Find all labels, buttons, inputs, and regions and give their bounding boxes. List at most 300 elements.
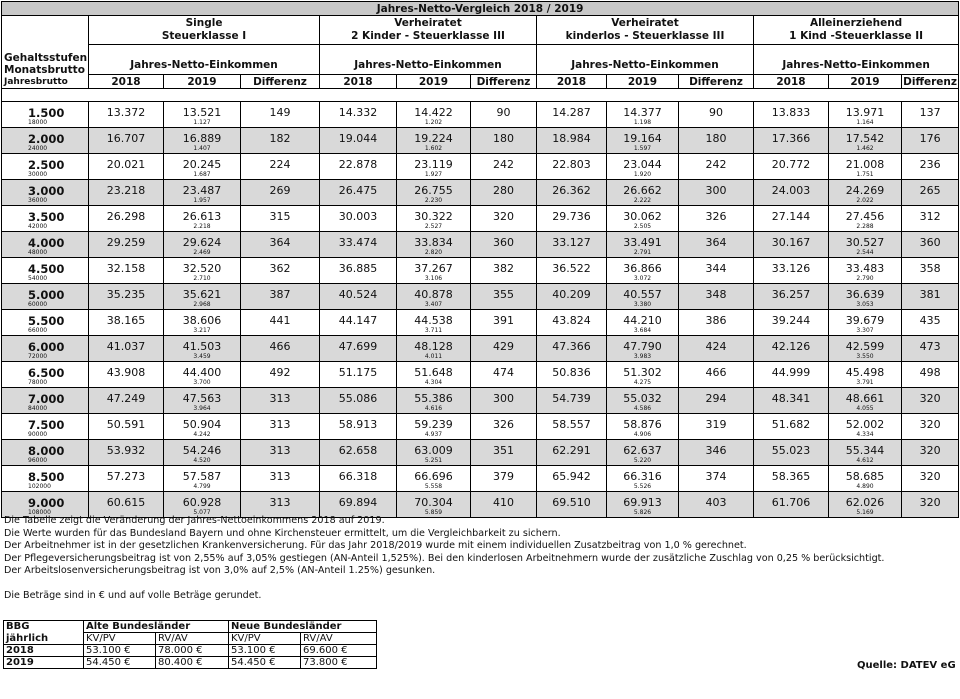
difference-cell — [902, 180, 959, 206]
net-2018-cell — [89, 388, 164, 414]
salary-level-cell — [2, 154, 89, 180]
difference-cell — [471, 102, 537, 128]
net-2019-monthly: 5.826 — [633, 509, 652, 516]
net-2019-value: 33.483 — [845, 262, 885, 275]
net-2019-cell — [164, 492, 241, 518]
salary-level-cell — [2, 180, 89, 206]
net-2019-cell — [164, 440, 241, 466]
net-2019-cell — [164, 128, 241, 154]
net-2019-monthly: 3.983 — [633, 353, 652, 360]
net-2019-value: 26.755 — [414, 184, 453, 197]
net-2018-cell — [320, 336, 397, 362]
difference-value: 424 — [705, 340, 727, 353]
difference-cell — [679, 362, 754, 388]
group-sub: 2 Kinder - Steuerklasse III — [351, 30, 505, 42]
net-2018-value: 51.682 — [771, 418, 811, 431]
group-name: Alleinerziehend — [809, 17, 903, 29]
net-2018-cell — [537, 388, 607, 414]
net-2019-monthly: 4.890 — [856, 483, 874, 490]
difference-cell — [471, 414, 537, 440]
salary-level-cell — [2, 362, 89, 388]
net-2018-value: 47.366 — [552, 340, 591, 353]
difference-cell — [471, 232, 537, 258]
net-2019-value: 27.456 — [845, 210, 885, 223]
difference-value: 180 — [705, 132, 727, 145]
table-row — [2, 128, 959, 154]
difference-cell — [679, 466, 754, 492]
net-2018-value: 26.475 — [338, 184, 378, 197]
note-line: Die Tabelle zeigt die Veränderung der Jahres-Nettoeinkommens 2018 auf 2019. — [4, 515, 385, 526]
net-2019-monthly: 1.957 — [193, 197, 211, 204]
difference-cell — [471, 362, 537, 388]
difference-value: 300 — [705, 184, 727, 197]
net-2019-cell — [397, 310, 471, 336]
comparison-table-container — [1, 1, 958, 518]
net-2019-monthly: 2.218 — [193, 223, 211, 230]
net-2019-monthly: 4.520 — [193, 457, 211, 464]
subheader-net-income: Jahres-Netto-Einkommen — [537, 45, 754, 75]
net-2018-cell — [537, 258, 607, 284]
net-2019-cell — [164, 466, 241, 492]
year-2018-header: 2018 — [89, 75, 164, 89]
monthly-gross: 3.000 — [28, 184, 65, 198]
net-2018-cell — [537, 102, 607, 128]
net-2019-monthly: 1.602 — [424, 145, 443, 152]
difference-value: 473 — [919, 340, 941, 353]
net-2019-cell — [607, 492, 679, 518]
difference-cell — [471, 154, 537, 180]
net-2019-value: 58.876 — [623, 418, 662, 431]
difference-value: 348 — [705, 288, 727, 301]
difference-cell — [241, 440, 320, 466]
net-2019-value: 54.246 — [182, 444, 222, 457]
difference-value: 360 — [493, 236, 514, 249]
salary-level-cell — [2, 102, 89, 128]
net-2019-cell — [829, 154, 902, 180]
net-2018-cell — [89, 362, 164, 388]
net-2018-cell — [754, 336, 829, 362]
table-row — [2, 284, 959, 310]
salary-level-cell — [2, 414, 89, 440]
net-2019-cell — [164, 388, 241, 414]
difference-value: 280 — [493, 184, 514, 197]
difference-header: Differenz — [241, 75, 320, 89]
difference-cell — [902, 232, 959, 258]
annual-gross: 108000 — [28, 509, 51, 516]
net-2018-value: 41.037 — [106, 340, 146, 353]
net-2018-cell — [754, 466, 829, 492]
net-2019-value: 32.520 — [182, 262, 222, 275]
monthly-gross: 8.500 — [28, 470, 65, 484]
net-2019-value: 44.400 — [182, 366, 222, 379]
net-2018-value: 17.366 — [771, 132, 811, 145]
net-2019-monthly: 4.055 — [856, 405, 874, 412]
difference-cell — [902, 388, 959, 414]
net-2019-value: 13.971 — [845, 106, 885, 119]
net-2019-cell — [607, 102, 679, 128]
net-2019-cell — [397, 440, 471, 466]
net-2018-value: 14.287 — [552, 106, 591, 119]
net-2018-value: 26.298 — [106, 210, 146, 223]
difference-cell — [902, 336, 959, 362]
group-sub: 1 Kind -Steuerklasse II — [789, 30, 924, 42]
net-2019-cell — [164, 362, 241, 388]
difference-value: 294 — [705, 392, 727, 405]
net-2018-value: 33.474 — [338, 236, 378, 249]
net-2019-value: 57.587 — [182, 470, 222, 483]
difference-cell — [902, 310, 959, 336]
table-row — [2, 232, 959, 258]
difference-value: 265 — [919, 184, 941, 197]
spacer-row — [2, 89, 959, 102]
net-2018-value: 44.999 — [771, 366, 811, 379]
net-2019-monthly: 4.612 — [856, 457, 874, 464]
difference-value: 344 — [705, 262, 727, 275]
difference-cell — [902, 284, 959, 310]
net-2018-cell — [754, 362, 829, 388]
difference-cell — [471, 180, 537, 206]
bbg-value: 53.100 € — [229, 645, 301, 657]
net-2019-cell — [607, 154, 679, 180]
year-2018-header: 2018 — [537, 75, 607, 89]
net-2018-value: 16.707 — [106, 132, 146, 145]
bbg-value: 80.400 € — [156, 657, 229, 669]
group-name: Single — [185, 17, 223, 29]
net-2018-cell — [754, 310, 829, 336]
net-2018-value: 29.736 — [552, 210, 591, 223]
difference-cell — [241, 128, 320, 154]
difference-cell — [241, 466, 320, 492]
net-2019-monthly: 3.217 — [193, 327, 211, 334]
net-2019-monthly: 4.906 — [633, 431, 652, 438]
source-label: Quelle: DATEV eG — [857, 660, 956, 671]
net-2018-value: 51.175 — [338, 366, 378, 379]
net-2019-monthly: 3.964 — [193, 405, 211, 412]
net-2019-value: 26.613 — [182, 210, 222, 223]
difference-cell — [241, 258, 320, 284]
net-2019-value: 29.624 — [182, 236, 222, 249]
net-2018-cell — [754, 206, 829, 232]
difference-value: 429 — [493, 340, 514, 353]
net-2018-cell — [320, 310, 397, 336]
net-2018-cell — [537, 206, 607, 232]
difference-value: 410 — [493, 496, 514, 509]
difference-value: 236 — [919, 158, 941, 171]
net-2019-value: 36.866 — [623, 262, 662, 275]
bbg-value: 54.450 € — [84, 657, 156, 669]
net-2019-cell — [164, 258, 241, 284]
bbg-neu-header: Neue Bundesländer — [229, 621, 377, 633]
difference-cell — [679, 232, 754, 258]
difference-cell — [471, 258, 537, 284]
difference-value: 176 — [919, 132, 941, 145]
net-2018-cell — [754, 388, 829, 414]
difference-value: 466 — [269, 340, 291, 353]
net-2019-monthly: 3.791 — [856, 379, 874, 386]
difference-value: 313 — [269, 444, 291, 457]
bbg-table — [3, 620, 377, 669]
net-2019-value: 16.889 — [182, 132, 222, 145]
salary-level-cell — [2, 284, 89, 310]
salary-level-cell — [2, 232, 89, 258]
difference-cell — [471, 466, 537, 492]
bbg-value: 69.600 € — [301, 645, 377, 657]
difference-value: 320 — [919, 496, 941, 509]
net-2019-cell — [829, 336, 902, 362]
year-2019-header: 2019 — [829, 75, 902, 89]
difference-value: 149 — [269, 106, 291, 119]
annual-gross: 54000 — [28, 275, 48, 282]
difference-value: 492 — [269, 366, 291, 379]
difference-header: Differenz — [471, 75, 537, 89]
group-header-married-childless — [537, 16, 754, 45]
net-2019-cell — [607, 466, 679, 492]
net-2019-value: 44.538 — [414, 314, 453, 327]
annual-gross: 96000 — [28, 457, 48, 464]
difference-value: 358 — [919, 262, 941, 275]
subheader-net-income: Jahres-Netto-Einkommen — [754, 45, 959, 75]
difference-cell — [241, 414, 320, 440]
difference-value: 387 — [269, 288, 291, 301]
monthly-gross: 8.000 — [28, 444, 65, 458]
bbg-label: BBG — [4, 621, 84, 633]
difference-value: 137 — [919, 106, 941, 119]
net-2019-value: 33.491 — [623, 236, 662, 249]
net-2019-value: 63.009 — [414, 444, 453, 457]
net-2019-value: 42.599 — [845, 340, 885, 353]
net-2019-value: 23.119 — [414, 158, 453, 171]
net-2019-monthly: 5.526 — [633, 483, 652, 490]
net-2018-cell — [537, 414, 607, 440]
net-2019-cell — [397, 128, 471, 154]
difference-cell — [241, 154, 320, 180]
net-2018-value: 69.510 — [552, 496, 591, 509]
difference-value: 182 — [269, 132, 291, 145]
net-2019-monthly: 3.380 — [633, 301, 652, 308]
net-2019-monthly: 4.011 — [424, 353, 443, 360]
net-2018-value: 58.913 — [338, 418, 378, 431]
net-2018-cell — [320, 232, 397, 258]
table-row — [2, 440, 959, 466]
difference-cell — [902, 362, 959, 388]
group-name: Verheiratet — [394, 17, 462, 29]
net-2018-cell — [754, 128, 829, 154]
difference-value: 362 — [269, 262, 291, 275]
net-2019-monthly: 5.077 — [193, 509, 211, 516]
difference-cell — [679, 180, 754, 206]
net-2019-monthly: 5.251 — [424, 457, 443, 464]
net-2018-cell — [320, 154, 397, 180]
net-2019-value: 36.639 — [845, 288, 885, 301]
net-2019-cell — [829, 232, 902, 258]
net-2018-value: 62.291 — [552, 444, 591, 457]
net-2019-cell — [397, 154, 471, 180]
net-2018-value: 39.244 — [771, 314, 811, 327]
net-2018-cell — [320, 180, 397, 206]
net-2019-cell — [829, 258, 902, 284]
net-2019-value: 50.904 — [182, 418, 222, 431]
net-2019-cell — [607, 310, 679, 336]
net-2018-cell — [320, 466, 397, 492]
difference-cell — [679, 258, 754, 284]
net-2019-cell — [607, 128, 679, 154]
net-2018-value: 53.932 — [106, 444, 146, 457]
net-2018-value: 19.044 — [338, 132, 378, 145]
difference-value: 320 — [919, 392, 941, 405]
net-2018-cell — [89, 232, 164, 258]
net-2019-monthly: 4.799 — [193, 483, 211, 490]
net-2019-monthly: 2.790 — [856, 275, 874, 282]
net-2018-cell — [537, 128, 607, 154]
difference-cell — [241, 102, 320, 128]
monthly-gross: 7.000 — [28, 392, 65, 406]
group-header-single-parent — [754, 16, 959, 45]
net-2018-value: 54.739 — [552, 392, 591, 405]
net-2019-cell — [397, 388, 471, 414]
net-2019-monthly: 4.586 — [633, 405, 652, 412]
difference-cell — [679, 388, 754, 414]
difference-cell — [902, 102, 959, 128]
net-2019-value: 55.032 — [623, 392, 662, 405]
net-2018-cell — [754, 154, 829, 180]
difference-header: Differenz — [679, 75, 754, 89]
monthly-gross: 1.500 — [28, 106, 65, 120]
net-2018-cell — [89, 440, 164, 466]
net-2019-value: 48.661 — [845, 392, 885, 405]
net-2019-value: 30.527 — [845, 236, 885, 249]
net-2019-monthly: 2.968 — [193, 301, 211, 308]
net-2019-monthly: 2.469 — [193, 249, 211, 256]
net-2019-value: 55.344 — [845, 444, 885, 457]
salary-level-cell — [2, 258, 89, 284]
net-2019-monthly: 1.127 — [193, 119, 211, 126]
net-2019-cell — [607, 336, 679, 362]
difference-cell — [241, 388, 320, 414]
net-2019-monthly: 4.304 — [424, 379, 443, 386]
net-2019-value: 47.563 — [182, 392, 222, 405]
net-2019-cell — [164, 206, 241, 232]
net-2018-cell — [537, 336, 607, 362]
difference-value: 320 — [919, 444, 941, 457]
net-2019-monthly: 2.710 — [193, 275, 211, 282]
net-2019-cell — [829, 388, 902, 414]
table-row — [2, 310, 959, 336]
difference-value: 90 — [709, 106, 723, 119]
table-row — [2, 388, 959, 414]
difference-cell — [902, 154, 959, 180]
salary-level-cell — [2, 336, 89, 362]
net-2018-value: 40.209 — [552, 288, 591, 301]
net-2018-value: 36.257 — [771, 288, 811, 301]
net-2018-value: 13.372 — [106, 106, 146, 119]
net-2019-cell — [829, 466, 902, 492]
difference-value: 313 — [269, 418, 291, 431]
difference-value: 90 — [496, 106, 511, 119]
net-2018-cell — [320, 362, 397, 388]
net-2019-cell — [607, 414, 679, 440]
net-2019-cell — [164, 154, 241, 180]
net-2018-value: 57.273 — [106, 470, 146, 483]
difference-value: 320 — [919, 470, 941, 483]
net-2018-cell — [320, 284, 397, 310]
left-header-line3: Jahresbrutto — [4, 77, 68, 87]
difference-value: 355 — [493, 288, 514, 301]
net-2019-value: 33.834 — [414, 236, 453, 249]
monthly-gross: 5.500 — [28, 314, 65, 328]
net-2018-cell — [89, 154, 164, 180]
difference-cell — [471, 284, 537, 310]
net-2019-value: 35.621 — [182, 288, 222, 301]
monthly-gross: 2.500 — [28, 158, 65, 172]
net-2019-monthly: 3.072 — [633, 275, 652, 282]
net-2019-value: 14.422 — [414, 106, 453, 119]
net-2018-value: 30.167 — [771, 236, 811, 249]
bbg-value: 73.800 € — [301, 657, 377, 669]
net-2019-cell — [829, 128, 902, 154]
net-2019-value: 24.269 — [845, 184, 885, 197]
difference-cell — [902, 206, 959, 232]
net-2019-cell — [607, 440, 679, 466]
net-2019-monthly: 4.242 — [193, 431, 211, 438]
bbg-rvav: RV/AV — [301, 633, 377, 645]
difference-value: 326 — [705, 210, 727, 223]
net-2019-monthly: 1.164 — [856, 119, 874, 126]
net-2018-value: 22.878 — [338, 158, 378, 171]
difference-cell — [471, 336, 537, 362]
difference-cell — [471, 128, 537, 154]
net-2018-value: 66.318 — [338, 470, 378, 483]
net-2019-value: 38.606 — [182, 314, 222, 327]
net-2019-monthly: 3.106 — [424, 275, 443, 282]
net-2019-monthly: 5.220 — [633, 457, 652, 464]
net-2019-monthly: 3.711 — [424, 327, 443, 334]
net-2019-cell — [829, 440, 902, 466]
net-2019-monthly: 2.820 — [424, 249, 443, 256]
salary-level-cell — [2, 466, 89, 492]
year-2018-header: 2018 — [754, 75, 829, 89]
net-2019-cell — [164, 232, 241, 258]
net-2019-monthly: 4.275 — [633, 379, 652, 386]
net-2019-cell — [397, 336, 471, 362]
net-2018-cell — [537, 284, 607, 310]
net-2019-value: 17.542 — [845, 132, 885, 145]
net-2019-monthly: 1.202 — [424, 119, 443, 126]
net-2019-cell — [607, 284, 679, 310]
net-2018-cell — [537, 232, 607, 258]
difference-value: 498 — [919, 366, 941, 379]
note-line: Der Pflegeversicherungsbeitrag ist von 2,55% auf 3,05% gestiegen (AN-Anteil 1,525%). Bei den kinderlosen Arbeitnehmern wurde der zusätzliche Zuschlag von 0,25 % berücksichtigt. — [4, 552, 885, 564]
net-2019-value: 51.648 — [414, 366, 453, 379]
group-header-married-kids — [320, 16, 537, 45]
difference-cell — [679, 492, 754, 518]
net-2018-cell — [320, 206, 397, 232]
table-row — [2, 492, 959, 518]
net-2018-value: 44.147 — [338, 314, 378, 327]
difference-value: 300 — [493, 392, 514, 405]
net-2019-value: 60.928 — [182, 496, 222, 509]
net-2018-cell — [754, 414, 829, 440]
monthly-gross: 5.000 — [28, 288, 65, 302]
net-2019-value: 39.679 — [845, 314, 885, 327]
net-2019-monthly: 2.222 — [633, 197, 652, 204]
monthly-gross: 4.500 — [28, 262, 65, 276]
table-row — [2, 154, 959, 180]
net-2018-value: 43.824 — [552, 314, 591, 327]
annual-gross: 66000 — [28, 327, 48, 334]
left-header-line2: Monatsbrutto — [4, 64, 85, 76]
net-2018-cell — [89, 206, 164, 232]
annual-gross: 90000 — [28, 431, 48, 438]
